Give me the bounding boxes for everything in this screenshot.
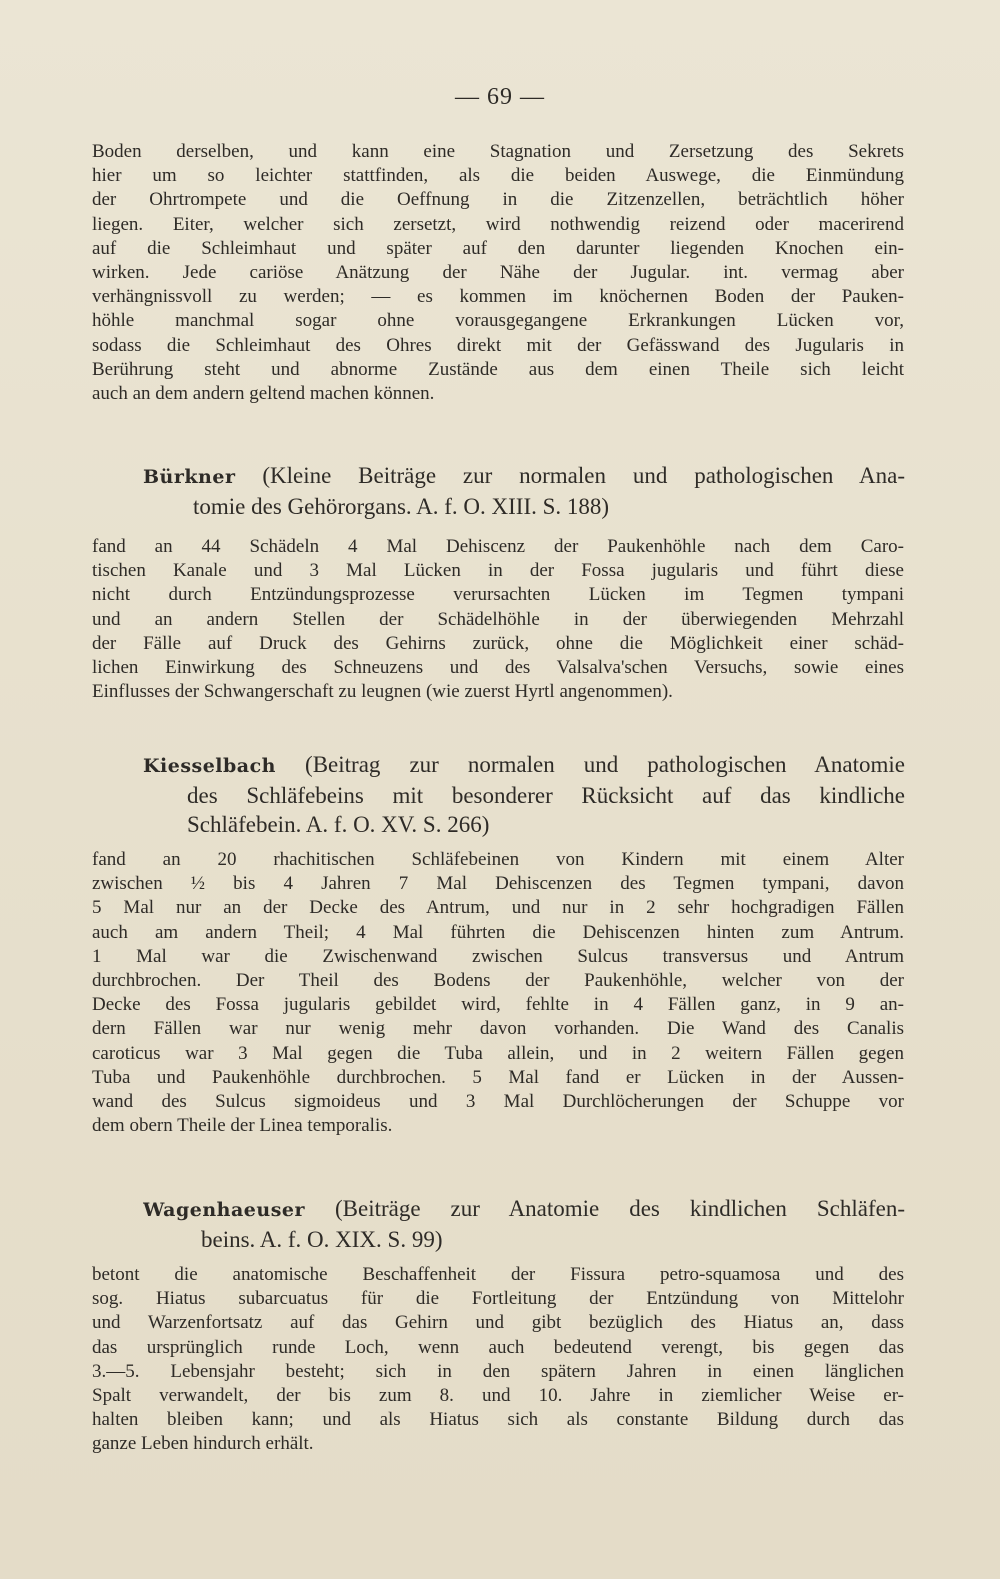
paragraph-kiesselbach-line-3: 5 Mal nur an der Decke des Antrum, und nur in 2 sehr hochgradigen Fällen [92,897,904,919]
heading-wagenhaeuser [143,1194,905,1254]
paragraph-kiesselbach-line-1: fand an 20 rhachitischen Schläfebeinen von Kindern mit einem Alter [92,849,904,870]
paragraph-wagenhaeuser-line-5: 3.—5. Lebensjahr besteht; sich in den spätern Jahren in einen länglichen [92,1360,904,1382]
paragraph-intro-line-11: auch an dem andern geltend machen können. [92,383,435,405]
author-buerkner: Bürkner [143,466,236,488]
page-number: — 69 — [455,84,545,110]
paragraph-wagenhaeuser-line-8: ganze Leben hindurch erhält. [92,1433,314,1455]
paragraph-kiesselbach-line-5: 1 Mal war die Zwischenwand zwischen Sulcus transversus und Antrum [92,945,904,967]
heading-buerkner-line-2: tomie des Gehörorgans. A. f. O. XIII. S. 188) [193,494,610,519]
author-kiesselbach: Kiesselbach [143,755,276,777]
paragraph-buerkner-line-2: tischen Kanale und 3 Mal Lücken in der Fossa jugularis und führt diese [92,560,904,582]
paragraph-wagenhaeuser-line-3: und Warzenfortsatz auf das Gehirn und gibt bezüglich des Hiatus an, dass [92,1312,904,1334]
paragraph-wagenhaeuser [92,1263,904,1457]
paragraph-wagenhaeuser-line-2: sog. Hiatus subarcuatus für die Fortleitung der Entzündung von Mittelohr [92,1288,904,1310]
paragraph-buerkner-line-5: der Fälle auf Druck des Gehirns zurück, ohne die Möglichkeit einer schäd- [92,632,904,654]
heading-buerkner-line-1: (Kleine Beiträge zur normalen und pathologischen Ana- [262,463,905,488]
paragraph-intro-line-1: Boden derselben, und kann eine Stagnation und Zersetzung des Sekrets [92,141,904,162]
author-wagenhaeuser: Wagenhaeuser [143,1199,306,1221]
paragraph-buerkner-line-6: lichen Einwirkung des Schneuzens und des Valsalva'schen Versuchs, sowie eines [92,657,904,679]
paragraph-kiesselbach-line-6: durchbrochen. Der Theil des Bodens der Paukenhöhle, welcher von der [92,970,904,992]
heading-kiesselbach-line-2: des Schläfebeins mit besonderer Rücksicht auf das kindliche [187,783,905,808]
paragraph-buerkner [92,535,904,704]
heading-kiesselbach-line-1: (Beitrag zur normalen und pathologischen Anatomie [305,752,905,777]
paragraph-buerkner-line-7: Einflusses der Schwangerschaft zu leugnen (wie zuerst Hyrtl angenommen). [92,681,673,703]
paragraph-intro [92,140,904,406]
paragraph-intro-line-2: hier um so leichter stattfinden, als die beiden Auswege, die Einmündung [92,165,904,187]
paragraph-kiesselbach-line-9: caroticus war 3 Mal gegen die Tuba allein, und in 2 weitern Fällen gegen [92,1042,904,1064]
paragraph-intro-line-5: auf die Schleimhaut und später auf den darunter liegenden Knochen ein- [92,237,904,259]
paragraph-wagenhaeuser-line-4: das ursprünglich runde Loch, wenn auch bedeutend verengt, bis gegen das [92,1336,904,1358]
paragraph-kiesselbach-line-2: zwischen ½ bis 4 Jahren 7 Mal Dehiscenzen des Tegmen tympani, davon [92,873,904,895]
paragraph-kiesselbach-line-4: auch am andern Theil; 4 Mal führten die Dehiscenzen hinten zum Antrum. [92,921,904,943]
paragraph-intro-line-7: verhängnissvoll zu werden; — es kommen im knöchernen Boden der Pauken- [92,286,904,308]
paragraph-kiesselbach-line-8: dern Fällen war nur wenig mehr davon vorhanden. Die Wand des Canalis [92,1018,904,1040]
paragraph-intro-line-3: der Ohrtrompete und die Oeffnung in die Zitzenzellen, beträchtlich höher [92,189,904,211]
paragraph-intro-line-6: wirken. Jede cariöse Anätzung der Nähe der Jugular. int. vermag aber [92,262,904,284]
paragraph-intro-line-9: sodass die Schleimhaut des Ohres direkt mit der Gefässwand des Jugularis in [92,334,904,356]
paragraph-buerkner-line-1: fand an 44 Schädeln 4 Mal Dehiscenz der Paukenhöhle nach dem Caro- [92,536,904,557]
heading-kiesselbach-line-3: Schläfebein. A. f. O. XV. S. 266) [187,812,490,837]
paragraph-kiesselbach-line-11: wand des Sulcus sigmoideus und 3 Mal Durchlöcherungen der Schuppe vor [92,1091,904,1113]
paragraph-buerkner-line-4: und an andern Stellen der Schädelhöhle in der überwiegenden Mehrzahl [92,608,904,630]
paragraph-buerkner-line-3: nicht durch Entzündungsprozesse verursachten Lücken im Tegmen tympani [92,584,904,606]
heading-wagenhaeuser-line-2: beins. A. f. O. XIX. S. 99) [201,1227,443,1252]
paragraph-intro-line-10: Berührung steht und abnorme Zustände aus dem einen Theile sich leicht [92,358,904,380]
paragraph-wagenhaeuser-line-6: Spalt verwandelt, der bis zum 8. und 10. Jahre in ziemlicher Weise er- [92,1385,904,1407]
paragraph-kiesselbach-line-10: Tuba und Paukenhöhle durchbrochen. 5 Mal fand er Lücken in der Aussen- [92,1066,904,1088]
heading-buerkner [143,461,905,521]
paragraph-intro-line-4: liegen. Eiter, welcher sich zersetzt, wird nothwendig reizend oder macerirend [92,213,904,235]
heading-kiesselbach [143,750,905,839]
paragraph-wagenhaeuser-line-7: halten bleiben kann; und als Hiatus sich als constante Bildung durch das [92,1409,904,1431]
paragraph-wagenhaeuser-line-1: betont die anatomische Beschaffenheit der Fissura petro-squamosa und des [92,1264,904,1285]
paragraph-kiesselbach-line-12: dem obern Theile der Linea temporalis. [92,1115,393,1137]
paragraph-kiesselbach [92,848,904,1138]
paragraph-intro-line-8: höhle manchmal sogar ohne vorausgegangene Erkrankungen Lücken vor, [92,310,904,332]
heading-wagenhaeuser-line-1: (Beiträge zur Anatomie des kindlichen Schläfen- [334,1196,905,1221]
paragraph-kiesselbach-line-7: Decke des Fossa jugularis gebildet wird, fehlte in 4 Fällen ganz, in 9 an- [92,994,904,1016]
